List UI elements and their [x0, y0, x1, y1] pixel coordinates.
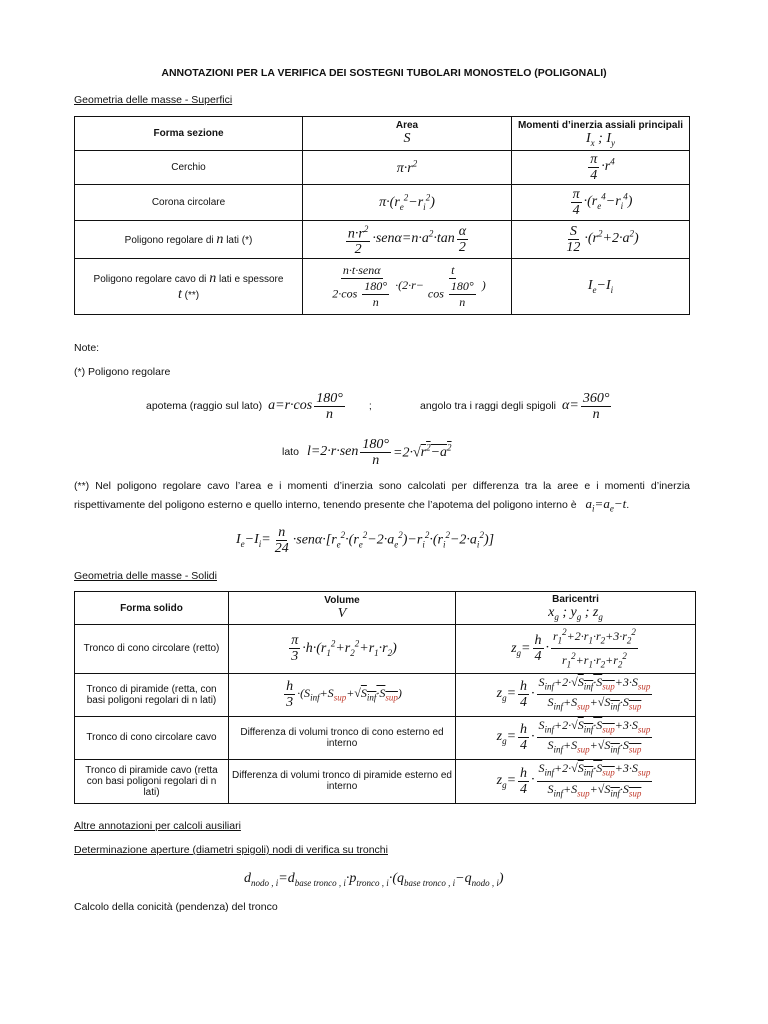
shape-text: lati (*) [226, 234, 253, 246]
table-row [75, 259, 690, 315]
row-shape-tronco-piramide: Tronco di piramide (retta, con basi poligoni regolari di n lati) [75, 673, 229, 716]
shape-text: (**) [184, 289, 200, 301]
section-heading-surfaces: Geometria delle masse - Superfici [74, 94, 233, 106]
formula-centroid-tronco-cono: $z_g=$ $\frac{h}{4}$ · $\frac{r_1^2+2\cdot r_1\cdot r_2+3\cdot r_2^2}{r_1^2+r_1\cdot r_2+r_2^2}$ [456, 625, 696, 674]
note2-end: . [626, 499, 630, 511]
lato-fraction: $\frac{180^\circ}{n}$ [362, 436, 389, 468]
formula-inertia-poligono-cavo: $I_e-I_i$ [512, 259, 690, 315]
table-row [75, 221, 690, 259]
row-shape-tronco-cono: Tronco di cono circolare (retto) [75, 625, 229, 674]
formula-inertia-cerchio: $\frac{\pi}{4}$ $\cdot r^4$ [512, 151, 690, 185]
row-shape-tronco-piramide-cavo: Tronco di piramide cavo (retta con basi poligoni regolari di n lati) [75, 759, 229, 803]
header-shape-solid: Forma solido [75, 592, 229, 625]
formula-centroid-tronco-cono-cavo: $z_g=$ $\frac{h}{4}$ · $\frac{S_{inf}+2\cdot√S_{inf}\cdot S_{sup}+3\cdot S_{sup}}{S_{inf}+S_{sup}+√S_{inf}\cdot S_{sup}}$ [456, 716, 696, 759]
header-inertia-label: Momenti d’inerzia assiali principali [517, 119, 684, 131]
table-row [75, 625, 696, 674]
header-shape: Forma sezione [75, 117, 303, 151]
header-volume-label: Volume [324, 594, 360, 606]
header-area-label: Area [395, 120, 419, 131]
formula-volume-tronco-piramide: $\frac{h}{3}$ $\cdot(S_{inf}+S_{sup}+√S_{inf}\cdot S_{sup})$ [229, 673, 456, 716]
note2-text: (**) Nel poligono regolare cavo l’area e i momenti d’inerzia sono calcolati per differenza tra la aree e i momenti d’inerzia rispettivamente del poligono esterno e quello interno, tenendo presente che l’apotema del poligono interno è [74, 480, 690, 511]
note2-paragraph [74, 478, 690, 518]
separator: ; [368, 400, 372, 412]
header-area [303, 117, 512, 151]
angle-label: angolo tra i raggi degli spigoli [420, 400, 557, 412]
lato-formula-rhs: $=2\cdot√r^2-a^2$ [393, 442, 452, 461]
apotema-line [146, 386, 372, 426]
shape-text: lati e spessore [218, 273, 284, 285]
inertia-difference-formula: $I_e-I_i=$ $\frac{n}{24}$ $\cdot sen\alpha\cdot[r_e^2\cdot(r_e^2-2\cdot a_e^2)-r_i^2\cdot(r_i^2-2\cdot a_i^2)]$ [236, 524, 495, 556]
row-shape-poligono [75, 221, 303, 259]
row-shape-tronco-cono-cavo: Tronco di cono circolare cavo [75, 716, 229, 759]
volume-text-tronco-cono-cavo: Differenza di volumi tronco di cono esterno ed interno [229, 716, 456, 759]
angle-formula: α= [562, 398, 579, 413]
solids-table [74, 591, 696, 804]
row-shape-corona: Corona circolare [75, 185, 303, 221]
table-header-row [75, 592, 696, 625]
formula-centroid-tronco-piramide: $z_g=$ $\frac{h}{4}$ · $\frac{S_{inf}+2\cdot√S_{inf}\cdot S_{sup}+3\cdot S_{sup}}{S_{inf}+S_{sup}+√S_{inf}\cdot S_{sup}}$ [456, 673, 696, 716]
formula-centroid-tronco-piramide-cavo: $z_g=$ $\frac{h}{4}$ · $\frac{S_{inf}+2\cdot√S_{inf}\cdot S_{sup}+3\cdot S_{sup}}{S_{inf}+S_{sup}+√S_{inf}\cdot S_{sup}}$ [456, 759, 696, 803]
table-row [75, 151, 690, 185]
formula-inertia-poligono: $\frac{S}{12}$ $\cdot(r^2+2\cdot a^2)$ [512, 221, 690, 259]
lato-formula: l=2·r·sen [306, 444, 359, 459]
formula-inertia-corona: $\frac{\pi}{4}$ $\cdot(r_e^4-r_i^4)$ [512, 185, 690, 221]
conicity-text: Calcolo della conicità (pendenza) del tronco [74, 901, 278, 913]
header-inertia [512, 117, 690, 151]
lato-line [282, 432, 452, 472]
header-inertia-symbol: $I_x$ ; $I_y$ [586, 130, 615, 148]
formula-volume-tronco-cono: $\frac{\pi}{3}$ $\cdot h\cdot(r_1^2+r_2^2+r_1\cdot r_2)$ [229, 625, 456, 674]
angle-fraction: $\frac{360^\circ}{n}$ [582, 390, 610, 422]
row-shape-cerchio: Cerchio [75, 151, 303, 185]
surfaces-table [74, 116, 690, 315]
shape-text: Poligono regolare di [124, 234, 214, 246]
volume-text-tronco-piramide-cavo: Differenza di volumi tronco di piramide esterno ed interno [229, 759, 456, 803]
apotema-formula: a=r·cos [268, 398, 313, 413]
header-volume [229, 592, 456, 625]
header-centroid-label: Baricentri [552, 594, 599, 606]
lato-label: lato [282, 446, 299, 458]
openings-formula: $d_{nodo , i}=d_{base tronco , i}\cdot p_{tronco , i}\cdot(q_{base tronco , i}-q_{nodo , i})$ [244, 870, 504, 888]
apotema-fraction: $\frac{180^\circ}{n}$ [316, 390, 343, 422]
header-centroid [456, 592, 696, 625]
formula-area-corona: $\pi\cdot(r_e^2-r_i^2)$ [303, 185, 512, 221]
header-area-symbol: S [403, 131, 411, 146]
page-title: ANNOTAZIONI PER LA VERIFICA DEI SOSTEGNI TUBOLARI MONOSTELO (POLIGONALI) [161, 67, 607, 79]
table-row [75, 716, 696, 759]
row-shape-poligono-cavo [75, 259, 303, 315]
angle-line [420, 386, 613, 426]
apotema-label: apotema (raggio sul lato) [146, 400, 263, 412]
note1-title: (*) Poligono regolare [74, 366, 171, 378]
section-heading-aux: Altre annotazioni per calcoli ausiliari [74, 820, 241, 832]
formula-area-poligono-cavo: n·t·senα 2·cos $\frac{180^\circ}{n}$ ·(2·r− t cos $\frac{180^\circ}{n}$ ) [303, 259, 512, 315]
section-heading-solids: Geometria delle masse - Solidi [74, 570, 217, 582]
shape-variable-n: n [216, 231, 224, 247]
note-label: Note: [74, 342, 100, 354]
header-volume-symbol: V [337, 605, 347, 621]
shape-variable-t: t [177, 286, 182, 302]
formula-area-cerchio: $\pi\cdot r^2$ [303, 151, 512, 185]
table-row [75, 673, 696, 716]
table-row [75, 185, 690, 221]
formula-area-poligono: $\frac{n\cdot r^2}{2}$ $\cdot sen\alpha=n\cdot a^2\cdot\tan$ $\frac{\alpha}{2}$ [303, 221, 512, 259]
shape-text: Poligono regolare cavo di [93, 273, 207, 285]
section-heading-openings: Determinazione aperture (diametri spigoli) nodi di verifica su tronchi [74, 844, 388, 856]
table-row [75, 759, 696, 803]
shape-variable-n: n [209, 270, 217, 286]
table-header-row [75, 117, 690, 151]
note2-formula: $a_i=a_e-t$ [585, 496, 627, 514]
header-centroid-symbol: $x_g$ ; $y_g$ ; $z_g$ [548, 605, 603, 622]
